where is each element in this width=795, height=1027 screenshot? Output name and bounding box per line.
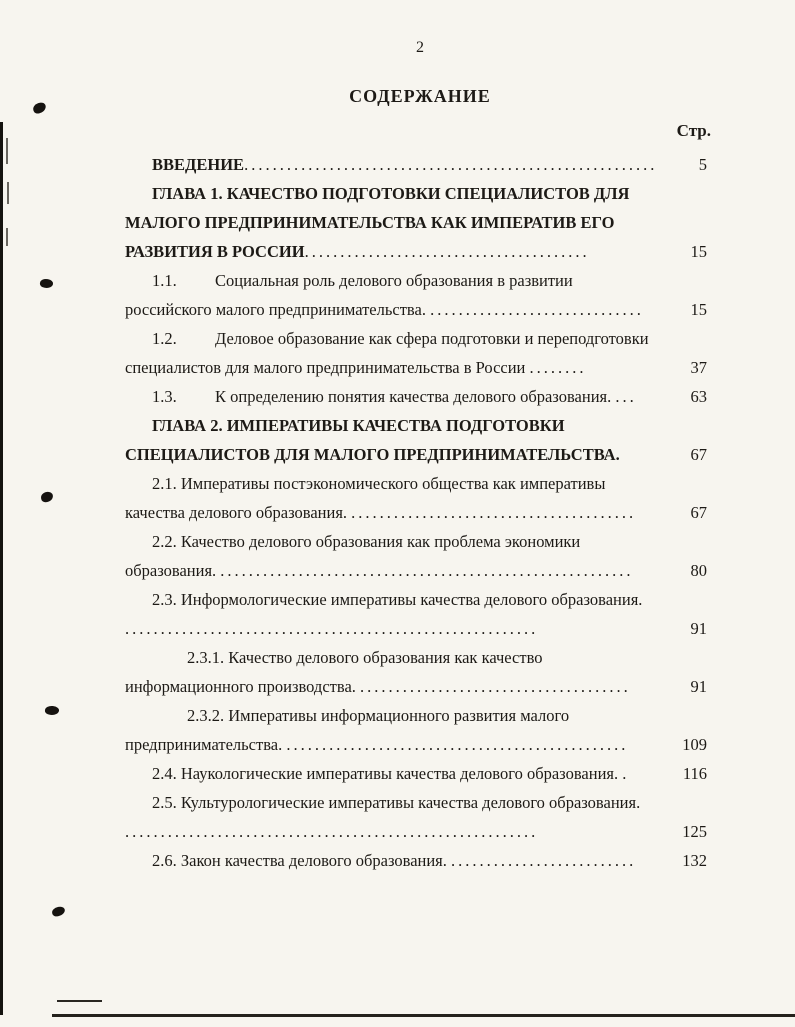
entry-text: 2.3.1. Качество делового образования как качество информационного производства.: [125, 648, 543, 696]
scan-artifact-dash: [57, 1000, 102, 1002]
page-number: 2: [416, 39, 424, 56]
entry-page-number: 5: [698, 155, 707, 174]
leader-dots: ..........................................................: [244, 155, 658, 174]
entry-text: К определению понятия качества делового образования.: [215, 387, 616, 406]
ink-speck: [51, 906, 66, 918]
leader-dots: ................................................: [286, 735, 629, 754]
leader-dots: .: [622, 764, 630, 783]
leader-dots: ...: [615, 387, 637, 406]
entry-page-number: 125: [682, 822, 707, 841]
pen-mark: [6, 138, 8, 164]
toc-entry-1-2: [125, 324, 715, 382]
entry-page-number: 67: [690, 445, 707, 464]
toc-entry-1-1: [125, 266, 715, 324]
leader-dots: ........: [529, 358, 587, 377]
toc-entry-chapter-2: [125, 411, 715, 469]
toc-title: СОДЕРЖАНИЕ: [349, 86, 491, 106]
entry-text: ГЛАВА 2. ИМПЕРАТИВЫ КАЧЕСТВА ПОДГОТОВКИ СПЕЦИАЛИСТОВ ДЛЯ МАЛОГО ПРЕДПРИНИМАТЕЛЬСТВА.: [125, 416, 620, 464]
entry-page-number: 37: [690, 358, 707, 377]
leader-dots: ..........................................................: [125, 619, 539, 638]
leader-dots: ......................................: [360, 677, 631, 696]
scan-edge-bottom: [52, 1014, 795, 1017]
toc-entry-2-6: [125, 846, 715, 875]
scan-edge-left: [0, 122, 3, 1015]
entry-text: 2.2. Качество делового образования как проблема экономики образования.: [125, 532, 581, 580]
leader-dots: ..........................: [451, 851, 637, 870]
entry-text: ГЛАВА 1. КАЧЕСТВО ПОДГОТОВКИ СПЕЦИАЛИСТОВ ДЛЯ МАЛОГО ПРЕДПРИНИМАТЕЛЬСТВА КАК ИМПЕРАТИВ ЕГО РАЗВИТИЯ В РОССИИ: [125, 184, 630, 261]
entry-page-number: 116: [682, 764, 707, 783]
entry-text: 2.1. Императивы постэкономического общества как императивы качества делового образования.: [125, 474, 606, 522]
leader-dots: ..........................................................: [220, 561, 634, 580]
entry-page-number: 63: [690, 387, 707, 406]
toc-entry-2-3-2: [125, 701, 715, 759]
leader-dots: ........................................: [304, 242, 590, 261]
pen-mark: [6, 228, 8, 246]
ink-speck: [39, 278, 53, 289]
entry-text: Социальная роль делового образования в развитии российского малого предпринимательства.: [125, 271, 573, 319]
ink-speck: [45, 705, 60, 715]
toc-entry-2-2: [125, 527, 715, 585]
toc-entry-2-3: [125, 585, 715, 643]
entry-page-number: 15: [690, 242, 707, 261]
leader-dots: ..........................................................: [125, 822, 539, 841]
entry-number: 1.2.: [152, 329, 177, 348]
entry-page-number: 91: [690, 677, 707, 696]
entry-number: 1.1.: [152, 271, 177, 290]
toc-entry-2-3-1: [125, 643, 715, 701]
toc-entry-chapter-1: [125, 179, 715, 266]
entry-page-number: 67: [690, 503, 707, 522]
entry-number: 1.3.: [152, 387, 177, 406]
entry-page-number: 109: [682, 735, 707, 754]
page-column-header: Стр.: [676, 121, 711, 140]
table-of-contents: [125, 150, 715, 875]
entry-text: 2.4. Наукологические императивы качества делового образования.: [152, 764, 623, 783]
toc-entry-2-4: [125, 759, 715, 788]
entry-page-number: 80: [690, 561, 707, 580]
toc-entry-2-5: [125, 788, 715, 846]
ink-speck: [32, 101, 47, 115]
entry-text: ВВЕДЕНИЕ: [152, 155, 245, 174]
entry-text: Деловое образование как сфера подготовки и переподготовки специалистов для малого предпринимательства в России: [125, 329, 649, 377]
toc-entry-introduction: [125, 150, 715, 179]
toc-entry-1-3: [125, 382, 715, 411]
toc-entry-2-1: [125, 469, 715, 527]
entry-text: 2.5. Культурологические императивы качества делового образования.: [152, 793, 641, 812]
page-content: [125, 38, 715, 875]
ink-speck: [40, 491, 53, 503]
leader-dots: ..............................: [430, 300, 644, 319]
entry-page-number: 15: [690, 300, 707, 319]
entry-text: 2.3.2. Императивы информационного развития малого предпринимательства.: [125, 706, 570, 754]
entry-text: 2.3. Информологические императивы качества делового образования.: [152, 590, 643, 609]
pen-mark: [7, 182, 9, 204]
entry-page-number: 91: [690, 619, 707, 638]
entry-page-number: 132: [682, 851, 707, 870]
leader-dots: ........................................: [351, 503, 637, 522]
entry-text: 2.6. Закон качества делового образования.: [152, 851, 452, 870]
